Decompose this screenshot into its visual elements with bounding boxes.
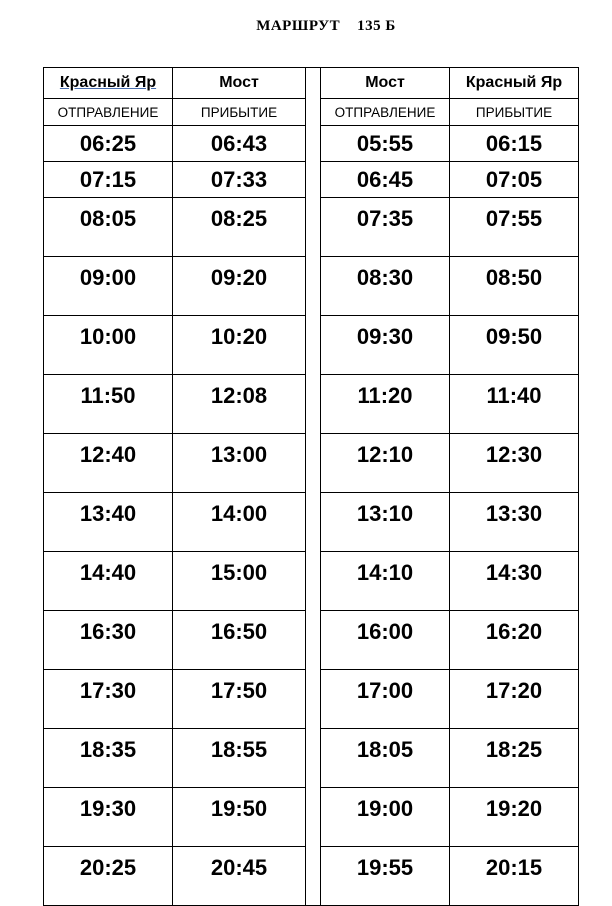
time-cell: 18:25 [450,729,579,788]
time-cell: 06:25 [44,126,173,162]
time-cell: 13:40 [44,493,173,552]
time-cell: 19:00 [321,788,450,847]
time-cell: 08:50 [450,257,579,316]
time-cell: 13:00 [173,434,306,493]
time-cell: 05:55 [321,126,450,162]
time-cell: 07:35 [321,198,450,257]
time-cell: 14:10 [321,552,450,611]
time-cell: 12:08 [173,375,306,434]
time-cell: 07:55 [450,198,579,257]
time-cell: 20:45 [173,847,306,906]
column-header-action: ПРИБЫТИЕ [450,99,579,126]
time-cell: 20:25 [44,847,173,906]
time-cell: 19:55 [321,847,450,906]
column-header-action: ОТПРАВЛЕНИЕ [44,99,173,126]
time-cell: 18:35 [44,729,173,788]
time-cell: 17:00 [321,670,450,729]
time-cell: 17:20 [450,670,579,729]
time-cell: 09:30 [321,316,450,375]
time-cell: 07:33 [173,162,306,198]
column-header-stop: Мост [321,68,450,99]
time-cell: 06:15 [450,126,579,162]
time-cell: 11:50 [44,375,173,434]
time-cell: 14:40 [44,552,173,611]
column-header-action: ОТПРАВЛЕНИЕ [321,99,450,126]
column-separator [306,68,321,906]
column-header-stop [44,68,173,99]
time-cell: 12:30 [450,434,579,493]
column-header-action: ПРИБЫТИЕ [173,99,306,126]
time-cell: 10:20 [173,316,306,375]
time-cell: 17:50 [173,670,306,729]
time-cell: 20:15 [450,847,579,906]
time-cell: 15:00 [173,552,306,611]
time-cell: 16:30 [44,611,173,670]
time-cell: 08:05 [44,198,173,257]
stop-name: Красный Яр [59,74,157,91]
time-cell: 19:20 [450,788,579,847]
time-cell: 09:20 [173,257,306,316]
time-cell: 13:10 [321,493,450,552]
stop-header-row [44,68,579,99]
time-cell: 16:00 [321,611,450,670]
column-header-stop: Мост [173,68,306,99]
time-cell: 09:00 [44,257,173,316]
time-cell: 13:30 [450,493,579,552]
time-cell: 14:00 [173,493,306,552]
route-title: МАРШРУТ 135 Б [256,18,396,34]
schedule-table [43,67,579,906]
time-cell: 16:20 [450,611,579,670]
time-cell: 19:30 [44,788,173,847]
time-cell: 11:20 [321,375,450,434]
time-cell: 07:15 [44,162,173,198]
time-cell: 08:25 [173,198,306,257]
time-cell: 07:05 [450,162,579,198]
time-cell: 17:30 [44,670,173,729]
time-cell: 12:40 [44,434,173,493]
time-cell: 14:30 [450,552,579,611]
column-header-stop: Красный Яр [450,68,579,99]
time-cell: 18:55 [173,729,306,788]
time-cell: 12:10 [321,434,450,493]
time-cell: 11:40 [450,375,579,434]
time-cell: 10:00 [44,316,173,375]
time-cell: 19:50 [173,788,306,847]
time-cell: 06:45 [321,162,450,198]
time-cell: 06:43 [173,126,306,162]
time-cell: 09:50 [450,316,579,375]
time-cell: 08:30 [321,257,450,316]
time-cell: 18:05 [321,729,450,788]
time-cell: 16:50 [173,611,306,670]
